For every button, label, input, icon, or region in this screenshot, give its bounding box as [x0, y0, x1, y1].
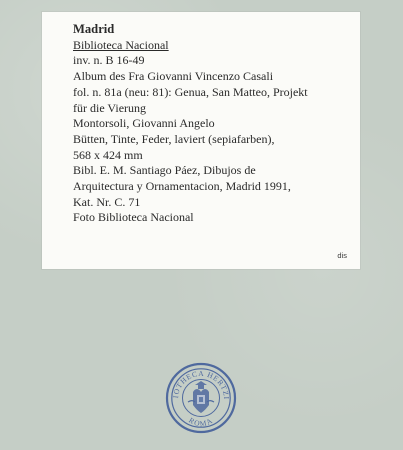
- svg-text:ROMA: ROMA: [187, 415, 215, 429]
- svg-text:BIBLIOTHECA HERTZIANA: IOTHECA HERTZI: [170, 368, 232, 400]
- location-title: Madrid: [73, 22, 115, 36]
- artist-name: Montorsoli, Giovanni Angelo: [73, 116, 215, 131]
- photo-credit: Foto Biblioteca Nacional: [73, 210, 194, 225]
- folio-reference-line-2: für die Vierung: [73, 100, 147, 115]
- folio-reference-line-1: fol. n. 81a (neu: 81): Genua, San Matteo, Projekt: [73, 84, 308, 99]
- bibliography-line-1: Bibl. E. M. Santiago Páez, Dibujos de: [73, 163, 256, 178]
- bibliography-line-2: Arquitectura y Ornamentacion, Madrid 1991,: [73, 179, 291, 194]
- library-stamp-icon: [164, 361, 238, 435]
- catalog-label-card: [42, 12, 360, 269]
- technique-description: Bütten, Tinte, Feder, laviert (sepiafarben),: [73, 131, 275, 146]
- dimensions: 568 x 424 mm: [73, 147, 143, 162]
- corner-code: dis: [337, 250, 347, 260]
- album-reference: Album des Fra Giovanni Vincenzo Casali: [73, 69, 274, 84]
- catalogue-number: Kat. Nr. C. 71: [73, 194, 141, 209]
- catalog-label-text: [73, 22, 352, 226]
- inventory-number: inv. n. B 16-49: [73, 53, 145, 68]
- institution-name: Biblioteca Nacional: [73, 37, 169, 52]
